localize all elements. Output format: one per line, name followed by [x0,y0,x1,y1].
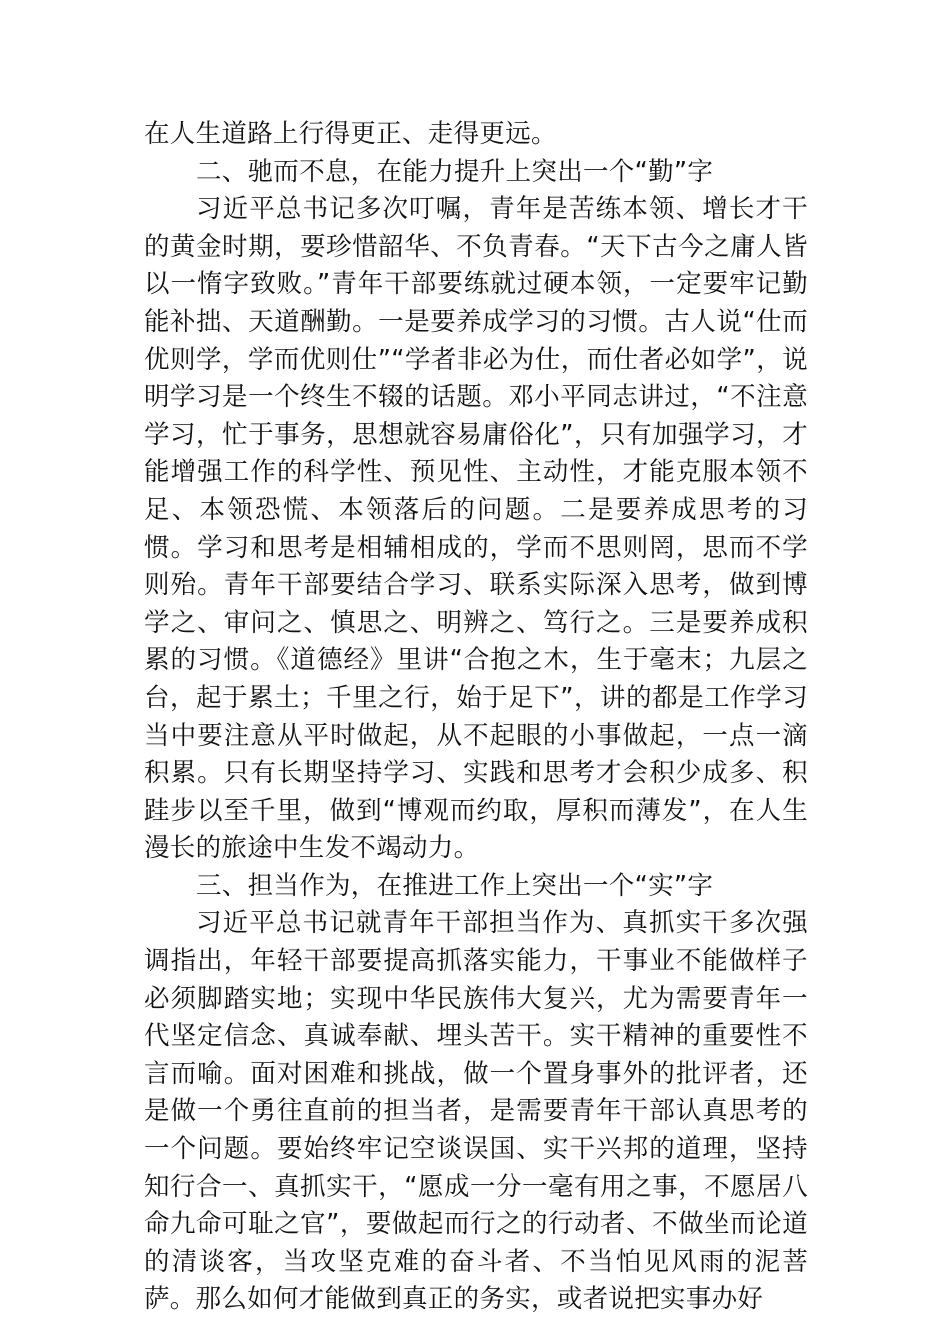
continuation-paragraph: 在人生道路上行得更正、走得更远。 [144,119,557,149]
body-paragraph-practical: 习近平总书记就青年干部担当作为、真抓实干多次强调指出，年轻干部要提高抓落实能力，干事业不能做样子必须脚踏实地；实现中华民族伟大复兴，尤为需要青年一代坚定信念、真诚奉献、埋头苦干。实干精神的重要性不言而喻。面对困难和挑战，做一个置身事外的批评者，还是做一个勇往直前的担当者，是需要青年干部认真思考的一个问题。要始终牢记空谈误国、实干兴邦的道理，坚持知行合一、真抓实干，“愿成一分一毫有用之事，不愿居八命九命可耻之官”，要做起而行之的行动者、不做坐而论道的清谈客，当攻坚克难的奋斗者、不当怕见风雨的泥菩萨。那么如何才能做到真正的务实，或者说把实事办好 [144,908,808,1315]
section-heading-2: 二、驰而不息，在能力提升上突出一个“勤”字 [196,156,714,187]
section-heading-3: 三、担当作为，在推进工作上突出一个“实”字 [196,870,714,901]
body-paragraph-diligence: 习近平总书记多次叮嘱，青年是苦练本领、增长才干的黄金时期，要珍惜韶华、不负青春。“天下古今之庸人皆以一惰字致败。”青年干部要练就过硬本领，一定要牢记勤能补拙、天道酬勤。一是要养成学习的习惯。古人说“仕而优则学，学而优则仕”“学者非必为仕，而仕者必如学”，说明学习是一个终生不辍的话题。邓小平同志讲过，“不注意学习，忙于事务，思想就容易庸俗化”，只有加强学习，才能增强工作的科学性、预见性、主动性，才能克服本领不足、本领恐慌、本领落后的问题。二是要养成思考的习惯。学习和思考是相辅相成的，学而不思则罔，思而不学则殆。青年干部要结合学习、联系实际深入思考，做到博学之、审问之、慎思之、明辨之、笃行之。三是要养成积累的习惯。《道德经》里讲“合抱之木，生于毫末；九层之台，起于累土；千里之行，始于足下”，讲的都是工作学习当中要注意从平时做起，从不起眼的小事做起，一点一滴积累。只有长期坚持学习、实践和思考才会积少成多、积跬步以至千里，做到“博观而约取，厚积而薄发”，在人生漫长的旅途中生发不竭动力。 [144,194,808,864]
document-body [144,116,808,1319]
